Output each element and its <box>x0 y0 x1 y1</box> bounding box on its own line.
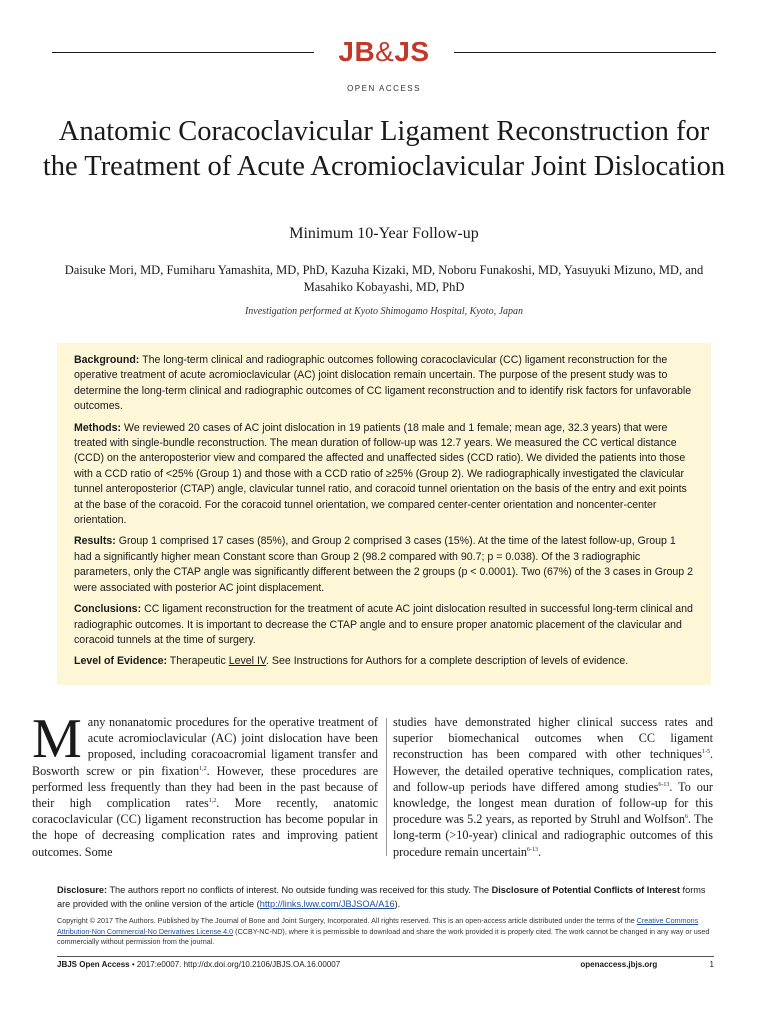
body-text-segment: . <box>538 844 542 859</box>
reference-citation[interactable]: 6-13 <box>527 846 538 853</box>
body-column-left <box>32 708 378 860</box>
affiliation: Investigation performed at Kyoto Shimogamo Hospital, Kyoto, Japan <box>244 306 524 317</box>
logo-js: JS <box>394 36 430 67</box>
methods-text: We reviewed 20 cases of AC joint dislocation in 19 patients (18 male and 1 female; mean age, 32.3 years) that were treated with single-bundle reconstruction. The mean duration of follow-up was 12.7 years. We measured the CC vertical distance (CCD) on the anteroposterior view and compared the affected and unaffected sides (CCD ratio). We divided the patients into those with a CCD ratio of <25% (Group 1) and those with a CCD ratio of ≥25% (Group 2). We radiographically investigated the clavicular tunnel anteroposterior (CTAP) angle, clavicular tunnel ratio, and coracoid tunnel orientation on the basis of the entry and exit points at the base of the coracoid. For the coracoid tunnel orientation, we compared center-center orientation and noncenter-center orientation. <box>74 421 687 527</box>
disclosure-text-2: forms are provided with the online version of the article ( <box>57 885 706 909</box>
footer-right <box>580 960 714 969</box>
body-text-segment: . More recently, anatomic coracoclavicular (CC) ligament reconstruction has become popular in the hope of decreasing complication rates and improving patient outcomes. Some <box>32 796 378 859</box>
footer-journal-name: JBJS Open Access <box>57 960 130 969</box>
reference-citation[interactable]: 6 <box>684 814 688 821</box>
disclosure-label: Disclosure: <box>57 885 108 895</box>
reference-citation[interactable]: 1,2 <box>199 765 207 772</box>
reference-citation[interactable]: 1-5 <box>701 749 710 756</box>
footer-site-link[interactable]: openaccess.jbjs.org <box>580 960 658 969</box>
page-number: 1 <box>709 960 714 969</box>
body-text-segment: . However, these procedures are performed less frequently than they had been in the past because of their high complication rates <box>32 763 378 811</box>
level-pre: Therapeutic <box>169 655 226 668</box>
open-access-label: OPEN ACCESS <box>347 84 421 93</box>
disclosure-text: The authors report no conflicts of interest. No outside funding was received for this study. The <box>109 885 490 895</box>
supplement-link[interactable]: http://links.lww.com/JBJSOA/A16 <box>259 899 395 909</box>
abstract-level-of-evidence <box>74 654 694 669</box>
conclusions-label: Conclusions: <box>74 603 142 616</box>
masthead-rule-right <box>454 52 716 53</box>
footer-citation-block <box>57 960 340 969</box>
results-text: Group 1 comprised 17 cases (85%), and Group 2 comprised 3 cases (15%). At the time of the latest follow-up, Group 1 had a significantly higher mean Constant score than Group 2 (98.2 compared with 90.7; p = 0.038). Of the 3 radiographic parameters, only the CTAP angle was significantly different between the 2 groups (p < 0.0001). Two (67%) of the 3 cases in Group 2 were associated with posterior AC joint displacement. <box>74 535 694 594</box>
page-footer <box>57 960 714 974</box>
article-title: Anatomic Coracoclavicular Ligament Reconstruction for the Treatment of Acute Acromioclavicular Joint Dislocation <box>42 116 726 182</box>
body-text-segment: . To our knowledge, the longest mean duration of follow-up for this procedure was 5.2 years, as reported by Struhl and Wolfson <box>393 779 713 827</box>
body-text-segment: any nonanatomic procedures for the operative treatment of acute acromioclavicular (AC) joint dislocation have been proposed, including coracoacromial ligament transfer and Bosworth screw or pin fixation <box>32 715 378 778</box>
body-text-segment: . However, the detailed operative techniques, complication rates, and follow-up periods have differed among studies <box>393 747 713 794</box>
reference-citation[interactable]: 6-13 <box>658 781 670 788</box>
background-text: The long-term clinical and radiographic outcomes following coracoclavicular (CC) ligament reconstruction for the operative treatment of acute acromioclavicular (AC) joint dislocation remain uncertain. The purpose of the present study was to determine the long-term clinical and radiographic outcomes of CC ligament reconstruction and to identify risk factors for unfavorable outcomes. <box>74 354 692 413</box>
jbjs-logo[interactable] <box>320 38 448 66</box>
disclosure-conflicts-title: Disclosure of Potential Conflicts of Interest <box>491 885 680 895</box>
body-column-right <box>393 714 713 860</box>
logo-jb: JB <box>338 36 376 67</box>
abstract-results <box>74 534 694 596</box>
body-text-segment: . The long-term (>10-year) clinical and radiographic outcomes of this procedure remain uncertain <box>393 812 714 859</box>
body-text-segment: studies have demonstrated higher clinical success rates and superior biomechanical outcomes when CC ligament reconstruction has been compared with other techniques <box>393 715 713 762</box>
copyright-text-2: (CCBY-NC-ND), where it is permissible to download and share the work provided it is properly cited. The work cannot be changed in any way or used commercially without permission from the journal. <box>57 926 710 946</box>
disclosure <box>57 883 717 911</box>
footer-doi[interactable]: • 2017:e0007. http://dx.doi.org/10.2106/JBJS.OA.16.00007 <box>131 960 341 969</box>
abstract-conclusions <box>74 602 694 648</box>
masthead-rule-left <box>52 52 314 53</box>
drop-cap: M <box>32 708 82 770</box>
footer-rule <box>57 956 714 957</box>
license-link[interactable]: Creative Commons Attribution-Non Commercial-No Derivatives License 4.0 <box>57 916 699 936</box>
logo-ampersand: & <box>375 36 395 67</box>
level-label: Level of Evidence: <box>74 655 168 668</box>
abstract-box <box>57 343 711 685</box>
methods-label: Methods: <box>74 421 122 434</box>
article-subtitle: Minimum 10-Year Follow-up <box>289 225 479 242</box>
conclusions-text: CC ligament reconstruction for the treatment of acute AC joint dislocation resulted in successful long-term clinical and radiographic outcomes. It is important to decrease the CTAP angle and to ensure proper anatomic placement of the clavicular and coracoid tunnels at the time of surgery. <box>74 603 693 646</box>
copyright-text: Copyright © 2017 The Authors. Published by The Journal of Bone and Joint Surgery, Incorporated. All rights reserved. This is an open-access article distributed under the terms of the <box>57 916 635 925</box>
copyright-notice <box>57 916 717 948</box>
author-list: Daisuke Mori, MD, Fumiharu Yamashita, MD, PhD, Kazuha Kizaki, MD, Noboru Funakoshi, MD, Yasuyuki Mizuno, MD, and Masahiko Kobayashi, MD, PhD <box>64 263 704 294</box>
results-label: Results: <box>74 535 116 548</box>
reference-citation[interactable]: 1,2 <box>208 797 217 804</box>
background-label: Background: <box>74 354 140 366</box>
disclosure-text-3: ). <box>394 899 401 909</box>
abstract-methods <box>74 421 694 529</box>
masthead <box>52 36 716 96</box>
level-iv-link[interactable]: Level IV <box>228 655 267 668</box>
abstract-background <box>74 353 694 415</box>
column-divider <box>386 718 387 856</box>
level-post: . See Instructions for Authors for a complete description of levels of evidence. <box>266 655 629 668</box>
